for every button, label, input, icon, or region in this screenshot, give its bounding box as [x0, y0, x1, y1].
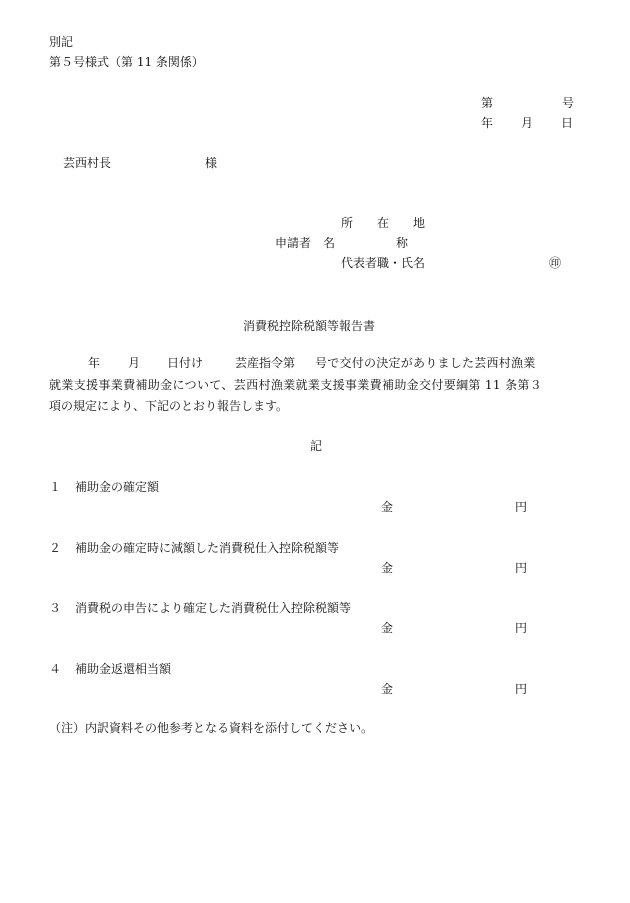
applicant-name-label-1: 名: [323, 236, 336, 250]
body-line2: 就業支援事業費補助金について、芸西村漁業就業支援事業費補助金交付要綱第 11 条第３: [49, 378, 543, 392]
form-title: 第５号様式（第 11 条関係）: [49, 55, 204, 69]
applicant-name-label-2: 称: [396, 236, 409, 250]
applicant-address-label: 所 在 地: [341, 216, 426, 230]
amount-suffix: 円: [515, 500, 528, 514]
date-year: 年: [481, 116, 494, 130]
ki-marker: 記: [310, 439, 323, 453]
ref-number-suffix: 号: [562, 96, 575, 110]
amount-prefix: 金: [381, 561, 394, 575]
date-day: 日: [561, 116, 574, 130]
item-number: ２: [49, 541, 62, 555]
amount-prefix: 金: [381, 500, 394, 514]
body-ref: 芸産指令第: [235, 356, 296, 370]
ref-number-prefix: 第: [481, 96, 494, 110]
body-line1-rest: 号で交付の決定がありました芸西村漁業: [315, 356, 536, 370]
amount-suffix: 円: [515, 561, 528, 575]
body-dated: 日付け: [167, 356, 204, 370]
item-label: 補助金返還相当額: [75, 662, 172, 676]
amount-prefix: 金: [381, 621, 394, 635]
appendix-label: 別記: [49, 35, 74, 49]
amount-prefix: 金: [381, 682, 394, 696]
addressee-honorific: 様: [205, 156, 218, 170]
item-number: １: [49, 480, 62, 494]
applicant-label: 申請者: [275, 236, 312, 250]
date-month: 月: [521, 116, 534, 130]
applicant-representative-label: 代表者職・氏名: [341, 256, 426, 270]
body-year: 年: [88, 356, 101, 370]
attachment-note: （注）内訳資料その他参考となる資料を添付してください。: [49, 721, 374, 735]
amount-suffix: 円: [515, 621, 528, 635]
item-number: ３: [49, 601, 62, 615]
document-title: 消費税控除税額等報告書: [243, 319, 376, 333]
seal-mark: ㊞: [549, 256, 562, 270]
amount-suffix: 円: [515, 682, 528, 696]
item-number: ４: [49, 662, 62, 676]
body-month: 月: [128, 356, 141, 370]
body-line3: 項の規定により、下記のとおり報告します。: [49, 399, 289, 413]
item-label: 消費税の申告により確定した消費税仕入控除税額等: [75, 601, 352, 615]
item-label: 補助金の確定額: [75, 480, 160, 494]
item-label: 補助金の確定時に減額した消費税仕入控除税額等: [75, 541, 340, 555]
addressee-name: 芸西村長: [63, 156, 112, 170]
